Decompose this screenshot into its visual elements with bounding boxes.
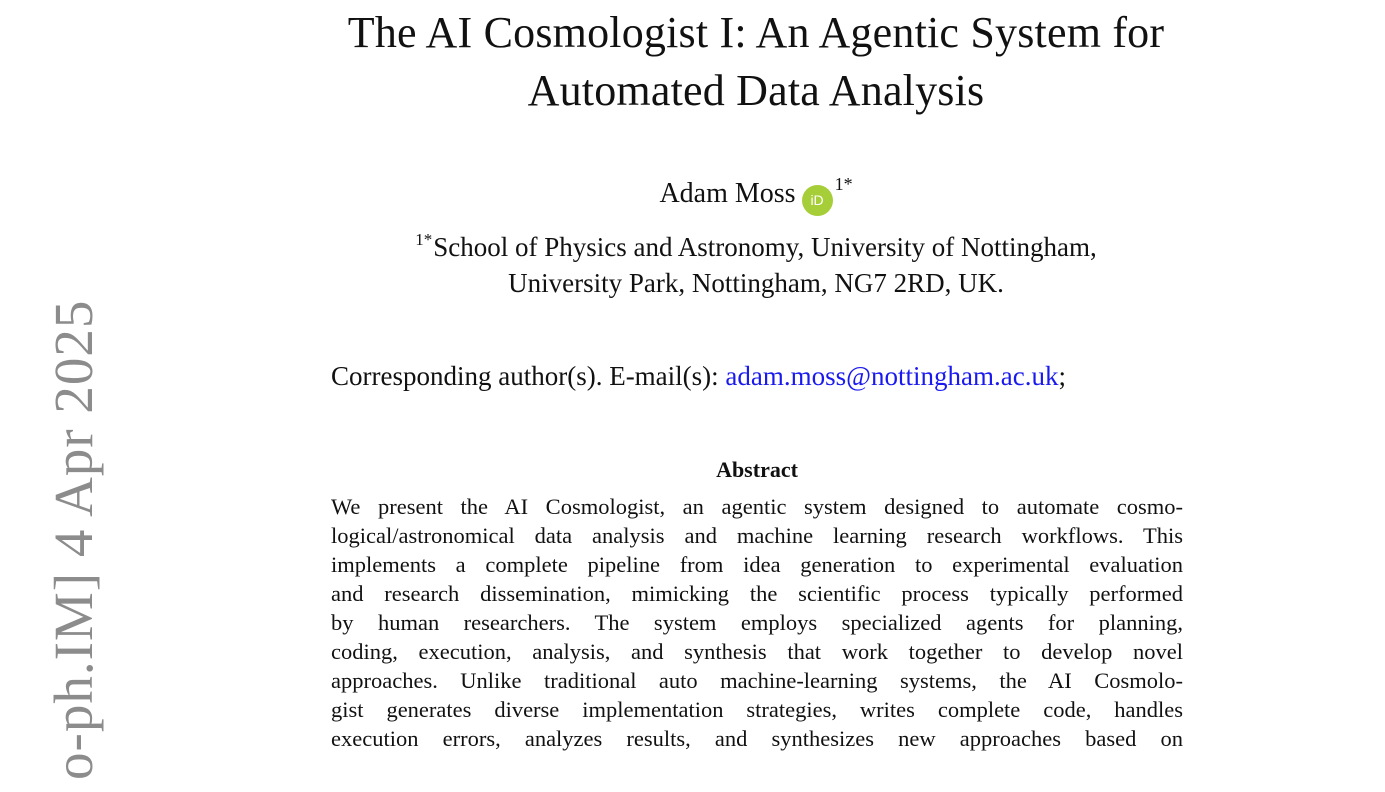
corresponding-author bbox=[331, 358, 1066, 394]
author-email-link[interactable]: adam.moss@nottingham.ac.uk bbox=[725, 361, 1059, 391]
title-line-1: The AI Cosmologist I: An Agentic System for bbox=[347, 8, 1165, 57]
abstract-heading: Abstract bbox=[716, 457, 798, 482]
affiliation-line-1 bbox=[300, 222, 1212, 265]
author-block bbox=[300, 166, 1212, 216]
abstract-line: by human researchers. The system employs specialized agents for planning, bbox=[331, 610, 1183, 635]
abstract-line: approaches. Unlike traditional auto machine-learning systems, the AI Cosmolo- bbox=[331, 668, 1183, 693]
corresponding-label: Corresponding author(s). E-mail(s): bbox=[331, 361, 726, 391]
affiliation-text-1: School of Physics and Astronomy, University of Nottingham, bbox=[433, 232, 1097, 262]
paper-title bbox=[300, 4, 1212, 120]
abstract-line: implements a complete pipeline from idea generation to experimental evaluation bbox=[331, 552, 1183, 577]
title-line-2: Automated Data Analysis bbox=[527, 66, 985, 115]
corresponding-suffix: ; bbox=[1058, 361, 1066, 391]
abstract-body bbox=[331, 492, 1183, 753]
abstract-line: logical/astronomical data analysis and machine learning research workflows. This bbox=[331, 523, 1183, 548]
author-name: Adam Moss bbox=[659, 178, 796, 209]
abstract-line: execution errors, analyzes results, and synthesizes new approaches based on bbox=[331, 726, 1183, 751]
author-affiliation-marker: 1* bbox=[834, 174, 853, 194]
abstract-line: coding, execution, analysis, and synthesis that work together to develop novel bbox=[331, 639, 1183, 664]
abstract-line: and research dissemination, mimicking the scientific process typically performed bbox=[331, 581, 1183, 606]
affiliation-marker: 1* bbox=[415, 230, 433, 249]
abstract-line: gist generates diverse implementation strategies, writes complete code, handles bbox=[331, 697, 1183, 722]
arxiv-side-stamp: o-ph.IM] 4 Apr 2025 bbox=[43, 299, 104, 780]
abstract-line: We present the AI Cosmologist, an agentic system designed to automate cosmo- bbox=[331, 494, 1183, 519]
affiliation-block bbox=[300, 222, 1212, 301]
orcid-icon[interactable]: iD bbox=[802, 185, 833, 216]
affiliation-line-2: University Park, Nottingham, NG7 2RD, UK. bbox=[508, 268, 1004, 298]
